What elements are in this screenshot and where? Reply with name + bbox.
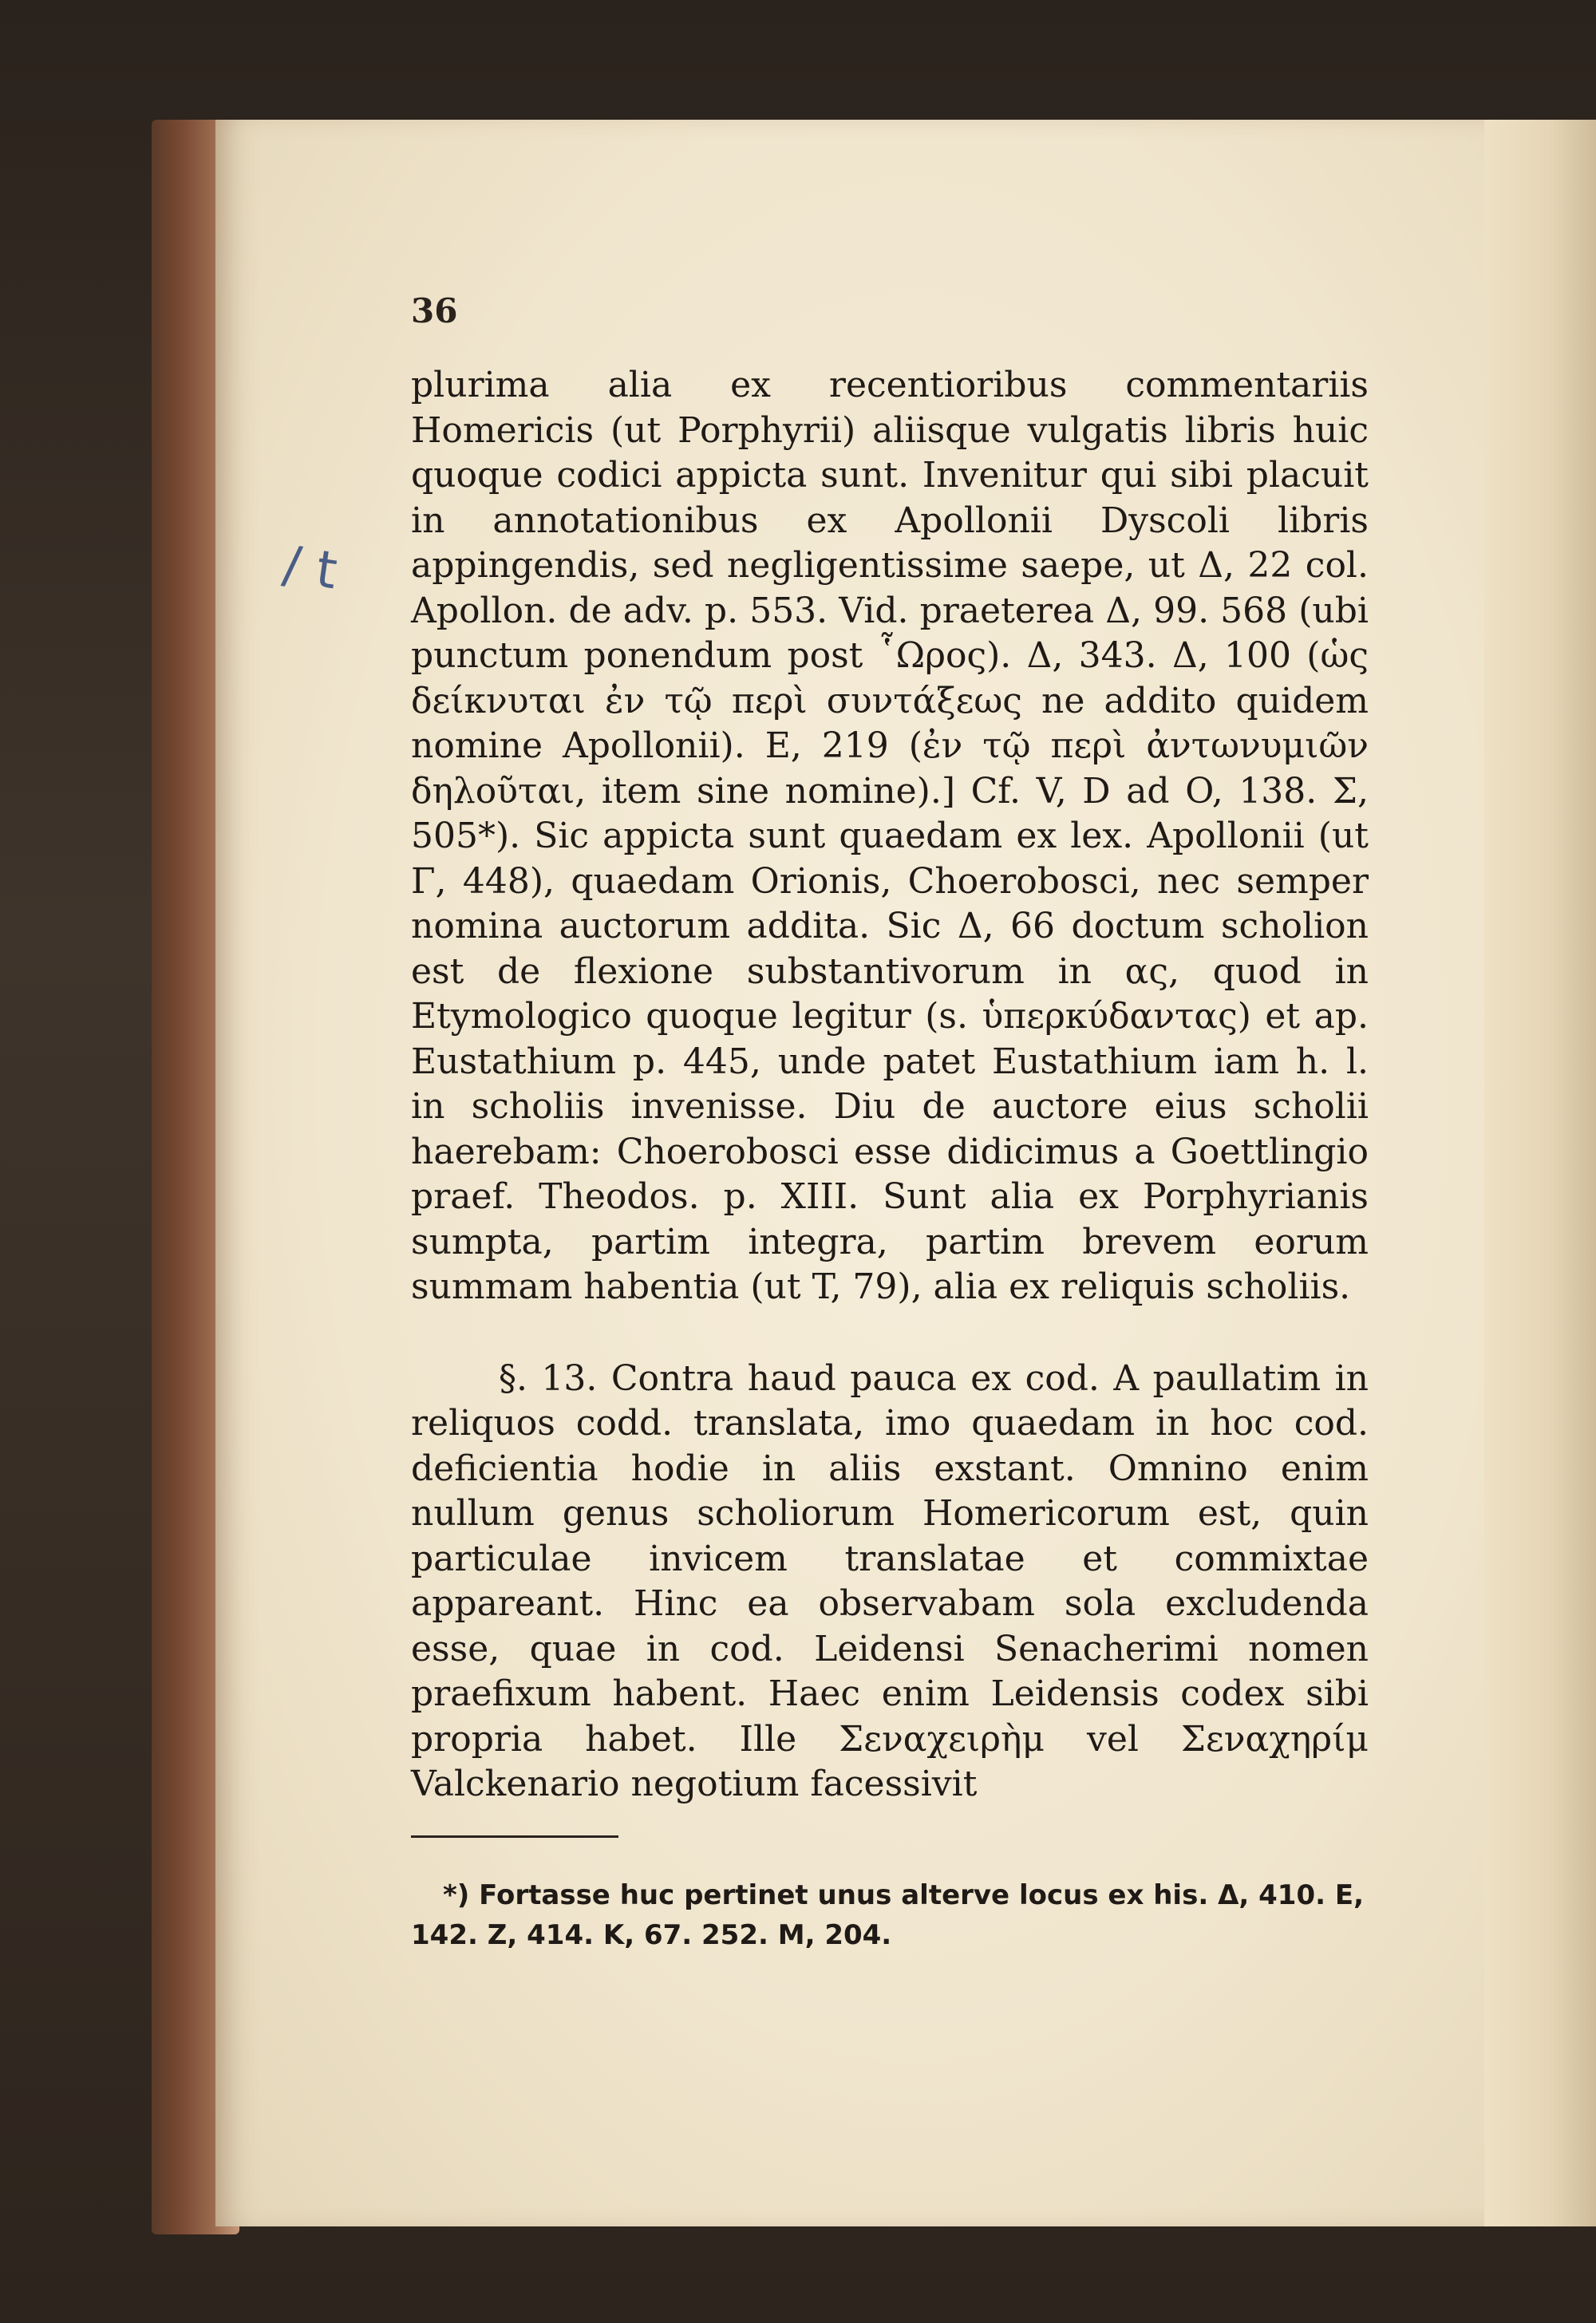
main-text [411, 363, 1369, 1807]
facing-page-edge [1472, 120, 1596, 2226]
footnote: *) Fortasse huc pertinet unus alterve locus ex his. Δ, 410. E, 142. Z, 414. K, 67. 252. M, 204. [411, 1879, 1365, 1951]
handwritten-margin-note: / t [279, 535, 341, 602]
paragraph-section-13: §. 13. Contra haud pauca ex cod. A paullatim in reliquos codd. translata, imo quaedam in hoc cod. deficientia hodie in aliis exstant. Omnino enim nullum genus scholiorum Homericorum est, quin particulae invicem translatae et commixtae appareant. Hinc ea observabam sola excludenda esse, quae in cod. Leidensi Senacherimi nomen praefixum habent. Haec enim Leidensis codex sibi propria habet. Ille Σεναχειρὴμ vel Σεναχηρίμ Valckenario negotium facessivit [411, 1357, 1369, 1804]
footnote-rule [411, 1835, 618, 1838]
paragraph: plurima alia ex recentioribus commentariis Homericis (ut Porphyrii) aliisque vulgatis libris huic quoque codici appicta sunt. Invenitur qui sibi placuit in annotationibus ex Apollonii Dyscoli libris appingendis, sed negligentissime saepe, ut Δ, 22 col. Apollon. de adv. p. 553. Vid. praeterea Δ, 99. 568 (ubi punctum ponendum post ῟Ωρος). Δ, 343. Δ, 100 (ὡς δείκνυται ἐν τῷ περὶ συντάξεως ne addito quidem nomine Apollonii). E, 219 (ἐν τῷ περὶ ἀντωνυμιῶν δηλοῦται, item sine nomine).] Cf. V, D ad O, 138. Σ, 505*). Sic appicta sunt quaedam ex lex. Apollonii (ut Γ, 448), quaedam Orionis, Choerobosci, nec semper nomina auctorum addita. Sic Δ, 66 doctum scholion est de flexione substantivorum in ας, quod in Etymologico quoque legitur (s. ὑπερκύδαντας) et ap. Eustathium p. 445, unde patet Eustathium iam h. l. in scholiis invenisse. Diu de auctore eius scholii haerebam: Choerobosci esse didicimus a Goettlingio praef. Theodos. p. XIII. Sunt alia ex Porphyrianis sumpta, partim integra, partim brevem eorum summam habentia (ut T, 79), alia ex reliquis scholiis. [411, 365, 1369, 1307]
page-number: 36 [411, 291, 458, 330]
